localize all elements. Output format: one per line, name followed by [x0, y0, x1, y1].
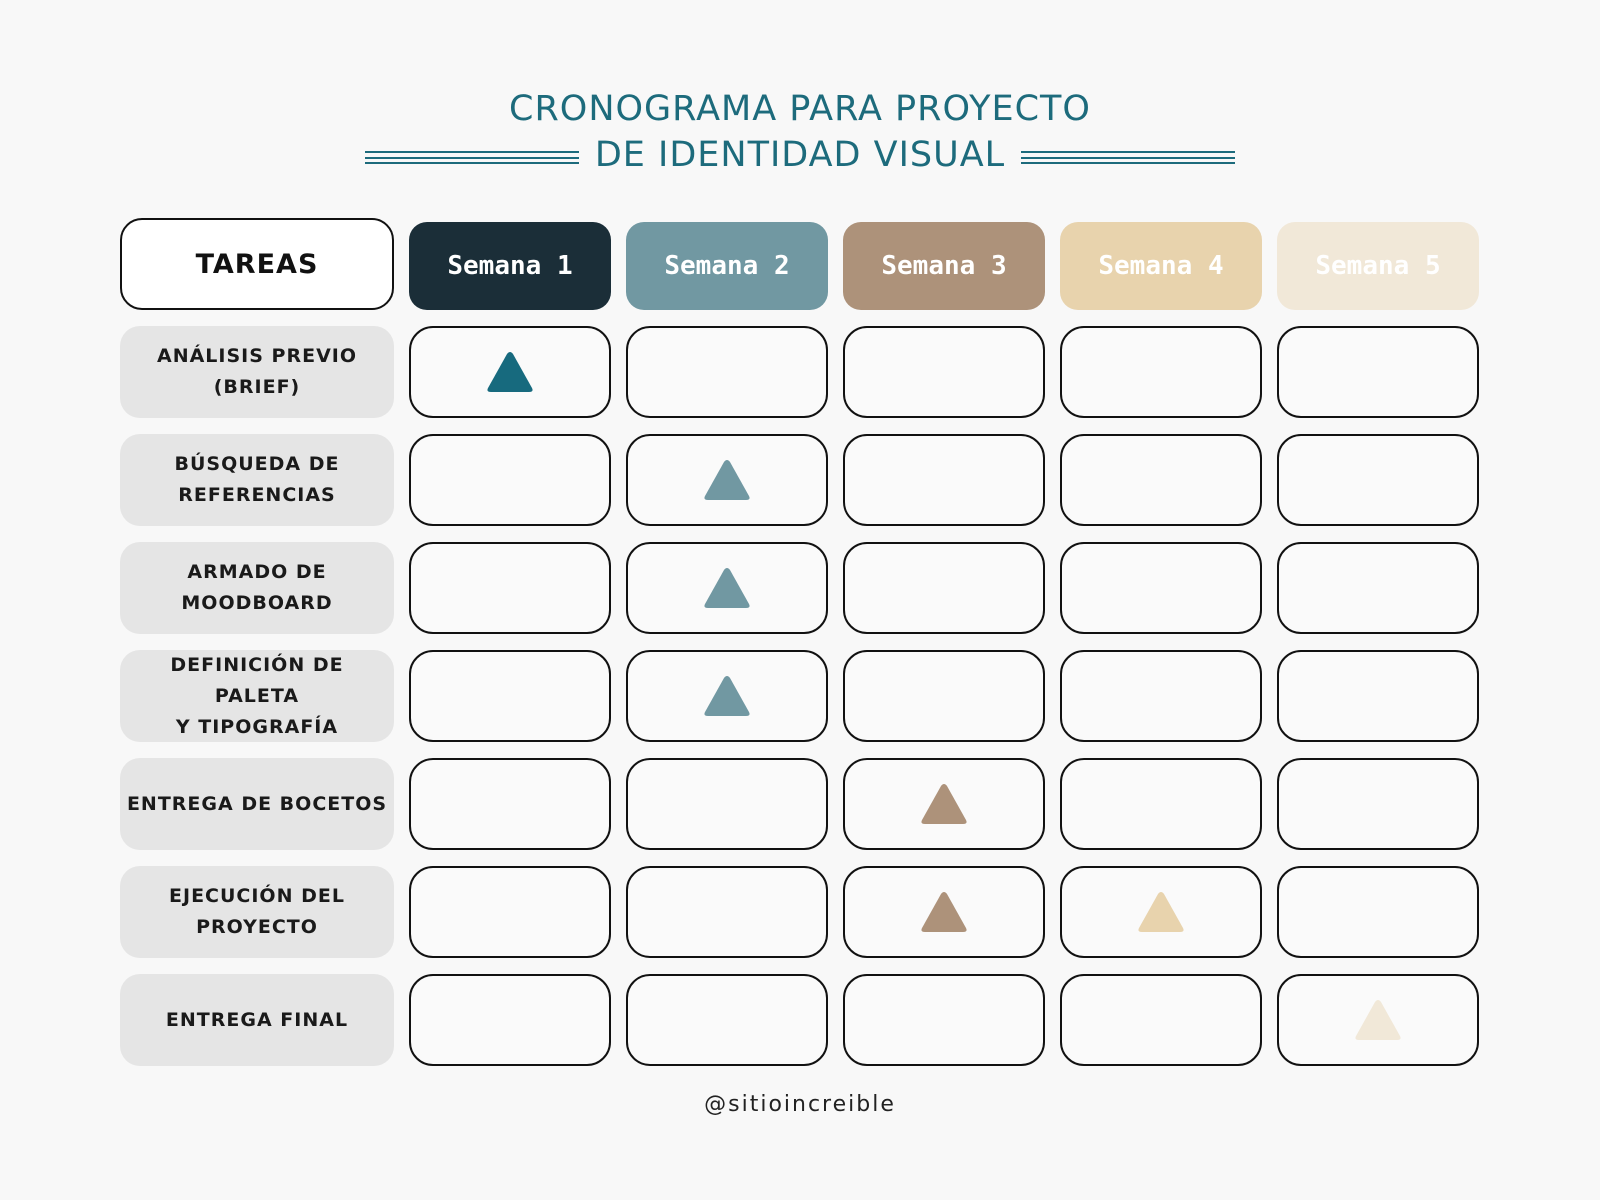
schedule-cell: [843, 866, 1045, 958]
schedule-cell: [1277, 650, 1479, 742]
schedule-cell: [409, 542, 611, 634]
schedule-cell: [409, 866, 611, 958]
triangle-marker-icon: [703, 567, 751, 609]
title-block: [0, 86, 1600, 178]
schedule-cell: [626, 866, 828, 958]
schedule-cell: [409, 326, 611, 418]
schedule-cell: [626, 434, 828, 526]
task-label: ENTREGA FINAL: [120, 974, 394, 1066]
schedule-cell: [843, 758, 1045, 850]
schedule-cell: [843, 650, 1045, 742]
schedule-cell: [1060, 974, 1262, 1066]
schedule-cell: [1060, 650, 1262, 742]
week-3-header: Semana 3: [843, 222, 1045, 310]
right-decorative-lines: [1021, 151, 1235, 164]
schedule-cell: [626, 542, 828, 634]
triangle-marker-icon: [1137, 891, 1185, 933]
triangle-marker-icon: [920, 891, 968, 933]
schedule-cell: [843, 974, 1045, 1066]
page-title-line-2: DE IDENTIDAD VISUAL: [594, 135, 1006, 175]
schedule-cell: [1277, 866, 1479, 958]
schedule-cell: [409, 650, 611, 742]
schedule-cell: [1277, 434, 1479, 526]
page-title-line-1: CRONOGRAMA PARA PROYECTO: [509, 89, 1091, 129]
task-label: ARMADO DE MOODBOARD: [120, 542, 394, 634]
task-label: ENTREGA DE BOCETOS: [120, 758, 394, 850]
footer-handle: @sitioincreible: [704, 1092, 896, 1117]
task-label: EJECUCIÓN DEL PROYECTO: [120, 866, 394, 958]
task-label: ANÁLISIS PREVIO (BRIEF): [120, 326, 394, 418]
triangle-marker-icon: [1354, 999, 1402, 1041]
task-label: BÚSQUEDA DE REFERENCIAS: [120, 434, 394, 526]
schedule-cell: [1277, 758, 1479, 850]
schedule-table: [120, 218, 1479, 1066]
tasks-header: TAREAS: [120, 218, 394, 310]
title-row-2: [0, 132, 1600, 178]
schedule-cell: [1060, 758, 1262, 850]
schedule-cell: [409, 974, 611, 1066]
week-5-header: Semana 5: [1277, 222, 1479, 310]
schedule-cell: [843, 542, 1045, 634]
week-1-header: Semana 1: [409, 222, 611, 310]
schedule-cell: [626, 650, 828, 742]
triangle-marker-icon: [486, 351, 534, 393]
triangle-marker-icon: [920, 783, 968, 825]
schedule-cell: [1277, 974, 1479, 1066]
schedule-cell: [626, 758, 828, 850]
schedule-cell: [626, 974, 828, 1066]
schedule-cell: [1277, 542, 1479, 634]
schedule-cell: [1060, 326, 1262, 418]
schedule-cell: [1060, 542, 1262, 634]
triangle-marker-icon: [703, 675, 751, 717]
schedule-cell: [843, 434, 1045, 526]
triangle-marker-icon: [703, 459, 751, 501]
task-label: DEFINICIÓN DE PALETA Y TIPOGRAFÍA: [120, 650, 394, 742]
schedule-cell: [1277, 326, 1479, 418]
left-decorative-lines: [365, 151, 579, 164]
schedule-cell: [1060, 434, 1262, 526]
week-4-header: Semana 4: [1060, 222, 1262, 310]
schedule-cell: [409, 434, 611, 526]
week-2-header: Semana 2: [626, 222, 828, 310]
schedule-cell: [843, 326, 1045, 418]
schedule-cell: [1060, 866, 1262, 958]
schedule-cell: [626, 326, 828, 418]
schedule-cell: [409, 758, 611, 850]
